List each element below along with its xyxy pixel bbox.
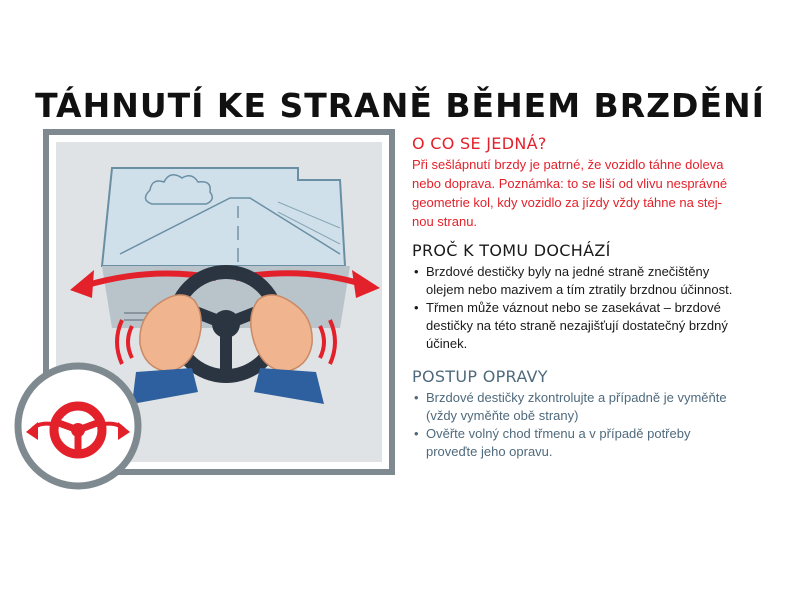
list-item-line: Ověřte volný chod třmenu a v případě potřeby <box>426 426 691 441</box>
bullet-icon: • <box>414 426 419 441</box>
windshield <box>102 168 345 266</box>
section-fix-heading: POSTUP OPRAVY <box>412 367 548 386</box>
list-item <box>412 299 792 353</box>
bullet-icon: • <box>414 264 419 279</box>
bullet-icon: • <box>414 300 419 315</box>
list-item-line: (vždy vyměňte obě strany) <box>426 408 579 423</box>
section-why <box>412 241 792 353</box>
page-title: TÁHNUTÍ KE STRANĚ BĚHEM BRZDĚNÍ <box>35 86 765 125</box>
list-item-line: destičky na této straně nezajišťují dostatečný brzdný <box>426 318 728 333</box>
list-item-line: Brzdové destičky zkontrolujte a případně je vyměňte <box>426 390 727 405</box>
paragraph-line: Při sešlápnutí brzdy je patrné, že vozidlo táhne doleva <box>412 157 724 172</box>
steering-wheel-pull-icon <box>12 360 144 492</box>
paragraph-line: geometrie kol, kdy vozidlo za jízdy vždy táhne na stej- <box>412 195 722 210</box>
section-fix <box>412 367 792 461</box>
list-item <box>412 425 792 461</box>
list-item-line: Brzdové destičky byly na jedné straně znečištěny <box>426 264 710 279</box>
section-why-heading: PROČ K TOMU DOCHÁZÍ <box>412 241 611 260</box>
section-what-paragraph <box>412 155 792 231</box>
list-item <box>412 389 792 425</box>
list-item-line: Třmen může váznout nebo se zasekávat – brzdové <box>426 300 721 315</box>
paragraph-line: nebo doprava. Poznámka: to se liší od vlivu nesprávné <box>412 176 728 191</box>
list-item-line: proveďte jeho opravu. <box>426 444 553 459</box>
list-item <box>412 263 792 299</box>
list-item-line: účinek. <box>426 336 468 351</box>
section-what-heading: O CO SE JEDNÁ? <box>412 134 547 153</box>
section-why-list <box>412 263 792 353</box>
text-column <box>412 134 792 461</box>
section-what <box>412 134 792 231</box>
list-item-line: olejem nebo mazivem a tím ztratily brzdnou účinnost. <box>426 282 733 297</box>
bullet-icon: • <box>414 390 419 405</box>
paragraph-line: nou stranu. <box>412 214 478 229</box>
section-fix-list <box>412 389 792 461</box>
